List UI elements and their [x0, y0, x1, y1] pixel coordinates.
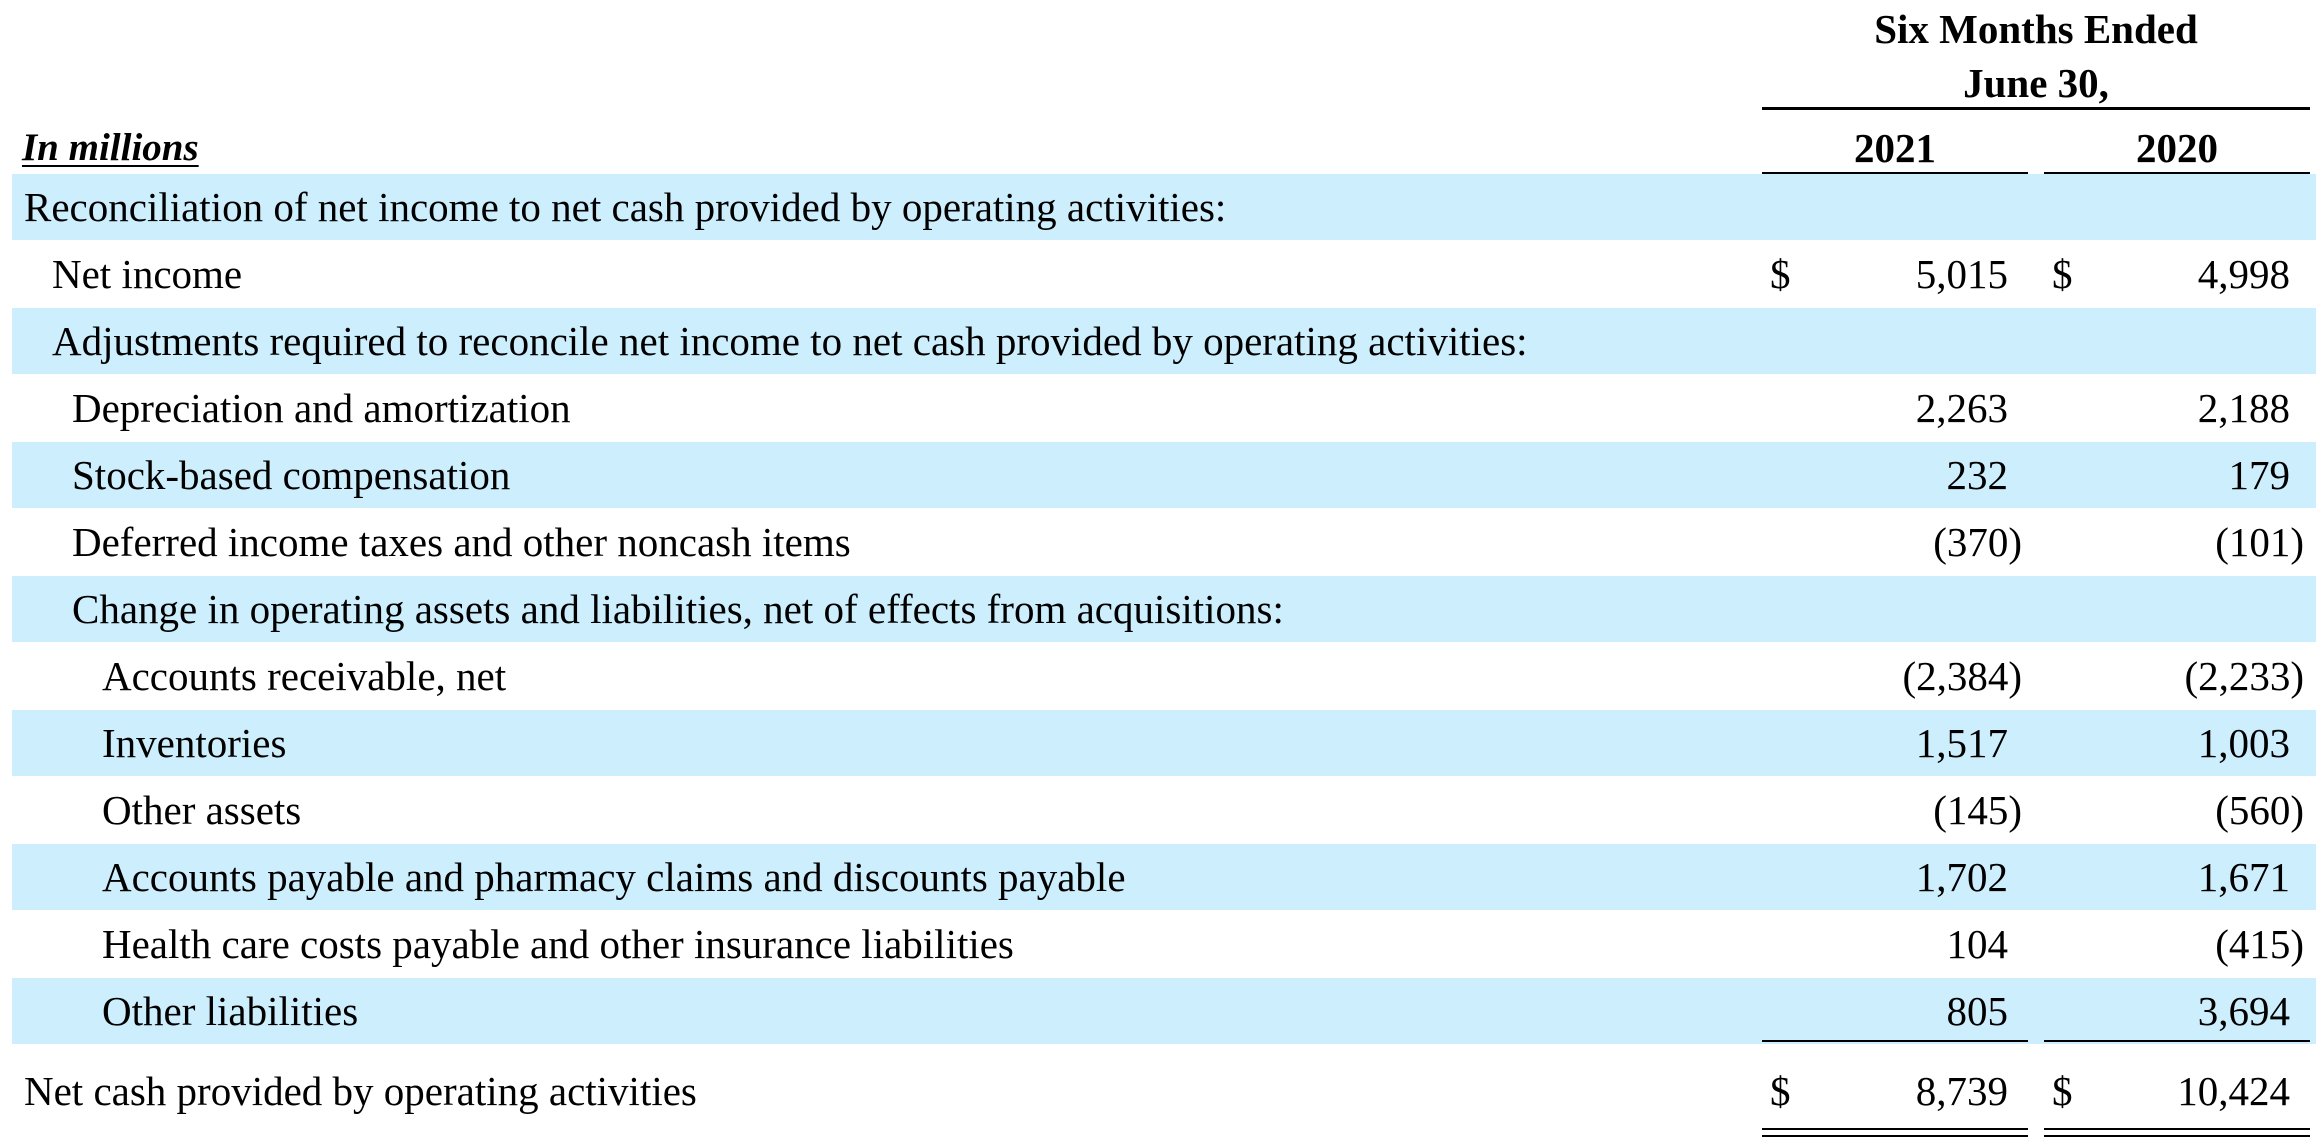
row-label: Net cash provided by operating activities	[24, 1068, 697, 1114]
table-row	[12, 509, 2316, 575]
column-header-2021: 2021	[1854, 125, 1936, 171]
value-2021: (370)	[1933, 519, 2022, 565]
value-2021: 805	[1946, 988, 2008, 1034]
table-row	[12, 978, 2316, 1044]
total-double-rule-top-2021	[1762, 1128, 2028, 1130]
value-2020: 4,998	[2197, 251, 2290, 297]
table-row	[12, 710, 2316, 776]
value-2020: 10,424	[2177, 1068, 2290, 1114]
period-header-line2: June 30,	[1963, 60, 2109, 106]
table-row	[12, 442, 2316, 508]
row-label: Net income	[52, 251, 243, 297]
row-label: Inventories	[102, 720, 287, 766]
table-row	[12, 375, 2316, 441]
unit-label: In millions	[22, 126, 199, 169]
table-row	[12, 174, 2316, 240]
value-2020: 179	[2228, 452, 2290, 498]
total-row	[12, 1058, 2316, 1124]
table-row	[12, 911, 2316, 977]
value-2021: 5,015	[1915, 251, 2008, 297]
value-2021: (2,384)	[1902, 653, 2022, 699]
value-2020: (415)	[2215, 921, 2304, 967]
period-header-line1: Six Months Ended	[1874, 6, 2198, 52]
row-label: Adjustments required to reconcile net income to net cash provided by operating activities:	[52, 318, 1528, 364]
subtotal-rule-2021	[1762, 1040, 2028, 1042]
total-double-rule-bottom-2020	[2044, 1135, 2310, 1137]
value-2021: 232	[1946, 452, 2008, 498]
column-header-2020: 2020	[2136, 125, 2218, 171]
value-2020: (560)	[2215, 787, 2304, 833]
value-2020: 1,671	[2197, 854, 2290, 900]
value-2020: 1,003	[2197, 720, 2290, 766]
table-row	[12, 844, 2316, 910]
value-2021: 104	[1946, 921, 2008, 967]
subtotal-rule-2020	[2044, 1040, 2310, 1042]
value-2021: 2,263	[1915, 385, 2008, 431]
value-2021: (145)	[1933, 787, 2022, 833]
value-2020: 3,694	[2197, 988, 2290, 1034]
value-2021: 1,517	[1915, 720, 2008, 766]
row-label: Depreciation and amortization	[72, 385, 571, 431]
table-row	[12, 241, 2316, 307]
total-double-rule-top-2020	[2044, 1128, 2310, 1130]
period-header-rule	[1762, 107, 2310, 110]
value-2021: 8,739	[1915, 1068, 2008, 1114]
value-2021: 1,702	[1915, 854, 2008, 900]
currency-symbol-2021: $	[1770, 1068, 1791, 1114]
value-2020: (2,233)	[2184, 653, 2304, 699]
row-label: Other liabilities	[102, 988, 359, 1034]
row-label: Deferred income taxes and other noncash items	[72, 519, 851, 565]
table-row	[12, 576, 2316, 642]
row-label: Accounts payable and pharmacy claims and discounts payable	[102, 854, 1126, 900]
value-2020: (101)	[2215, 519, 2304, 565]
table-row	[12, 308, 2316, 374]
value-2020: 2,188	[2197, 385, 2290, 431]
total-double-rule-bottom-2021	[1762, 1135, 2028, 1137]
currency-symbol-2020: $	[2052, 1068, 2073, 1114]
row-label: Other assets	[102, 787, 302, 833]
table-row	[12, 643, 2316, 709]
currency-symbol-2020: $	[2052, 251, 2073, 297]
row-label: Accounts receivable, net	[102, 653, 507, 699]
row-label: Change in operating assets and liabilities, net of effects from acquisitions:	[72, 586, 1284, 632]
row-label: Stock-based compensation	[72, 452, 511, 498]
currency-symbol-2021: $	[1770, 251, 1791, 297]
table-row	[12, 777, 2316, 843]
row-label: Reconciliation of net income to net cash provided by operating activities:	[24, 184, 1227, 230]
row-label: Health care costs payable and other insurance liabilities	[102, 921, 1014, 967]
